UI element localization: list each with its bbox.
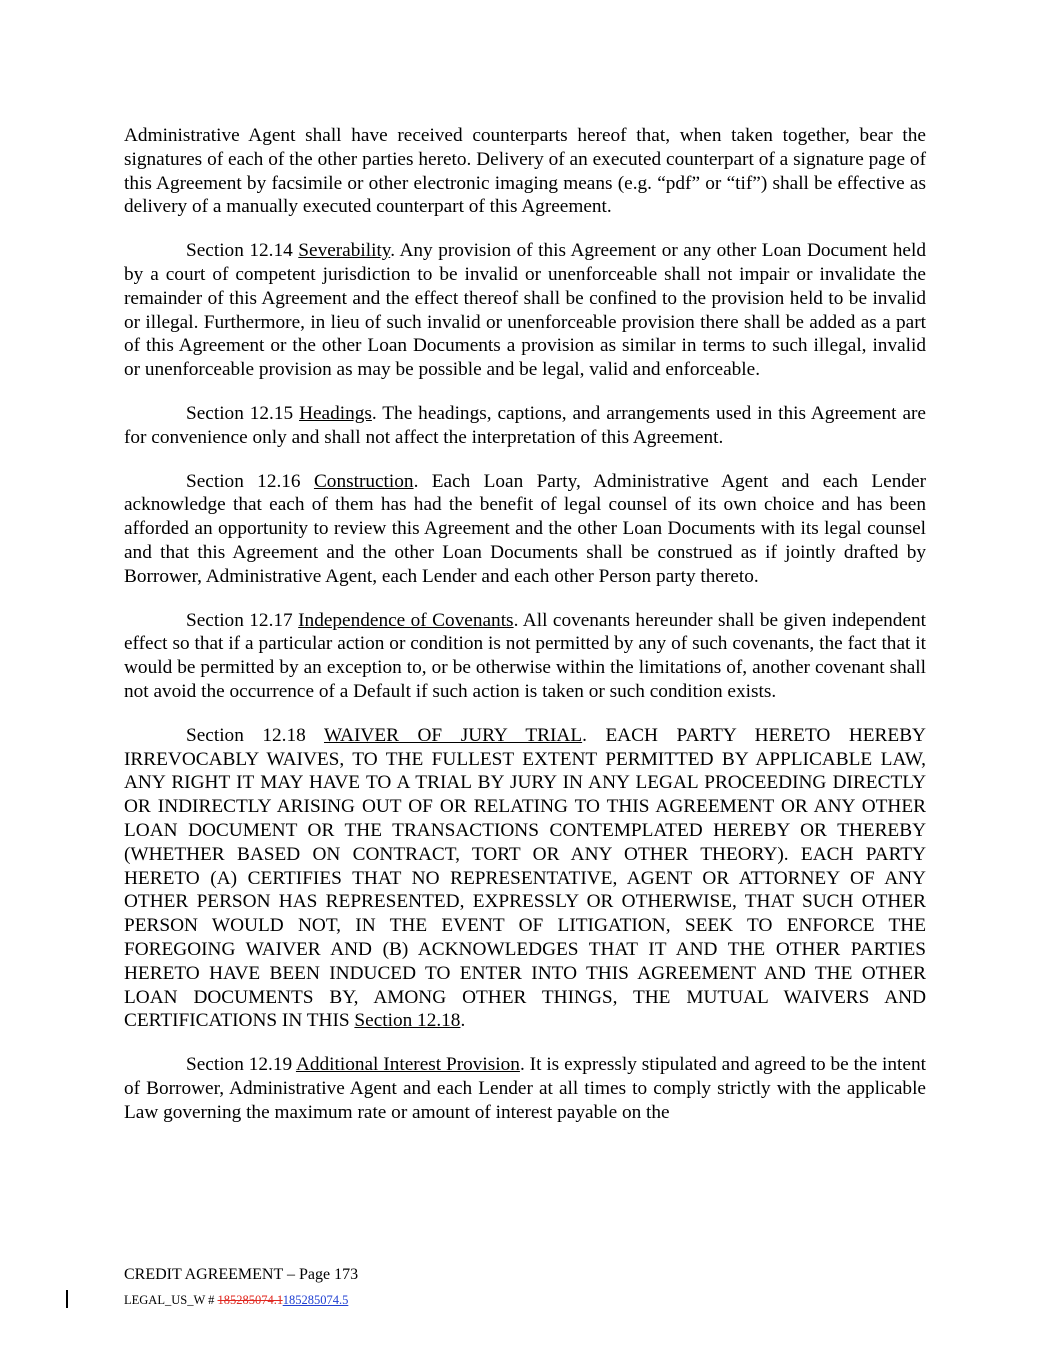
section-text: . The headings, captions, and arrangements used in this Agreement are for convenience only and shall not affect the interpretation of this Agreement. — [124, 402, 926, 448]
section-12-17 — [124, 609, 926, 704]
section-12-18 — [124, 724, 926, 1033]
doc-id-deleted: 185285074.1 — [217, 1293, 283, 1307]
section-title: Additional Interest Provision — [295, 1054, 520, 1076]
section-title: Headings — [299, 402, 372, 424]
section-number: Section 12.18 — [186, 724, 306, 746]
section-text: . Any provision of this Agreement or any other Loan Document held by a court of competent jurisdiction to be invalid or unenforceable shall not impair or invalidate the remainder of this Agreement and the effect thereof shall be confined to the provision held to be invalid or illegal. Furthermore, in lieu of such invalid or unenforceable provision there shall be added as a part of this Agreement or the other Loan Documents a provision as similar in terms to such illegal, invalid or unenforceable provision as may be possible and be legal, valid and enforceable. — [124, 240, 926, 381]
paragraph-counterparts: Administrative Agent shall have received counterparts hereof that, when taken together, bear the signatures of each of the other parties hereto. Delivery of an executed counterpart of a signature page of this Agreement by facsimile or other electronic imaging means (e.g. “pdf” or “tif”) shall be effective as delivery of a manually executed counterpart of this Agreement. — [124, 125, 926, 218]
doc-id-prefix: LEGAL_US_W # — [124, 1293, 218, 1307]
section-text: . All covenants hereunder shall be given independent effect so that if a particular action or condition is not permitted by any of such covenants, the fact that it would be permitted by an exception to, or be otherwise within the limitations of, another covenant shall not avoid the occurrence of a Default if such action is taken or such condition exists. — [124, 609, 927, 702]
document-body — [124, 124, 926, 1144]
section-text: . EACH PARTY HERETO HEREBY IRREVOCABLY WAIVES, TO THE FULLEST EXTENT PERMITTED BY APPLICABLE LAW, ANY RIGHT IT MAY HAVE TO A TRIAL BY JURY IN ANY LEGAL PROCEEDING DIRECTLY OR INDIRECTLY ARISING OUT OF OR RELATING TO THIS AGREEMENT OR ANY OTHER LOAN DOCUMENT OR THE TRANSACTIONS CONTEMPLATED HEREBY OR THEREBY (WHETHER BASED ON CONTRACT, TORT OR ANY OTHER THEORY). EACH PARTY HERETO (A) CERTIFIES THAT NO REPRESENTATIVE, AGENT OR ATTORNEY OF ANY OTHER PERSON HAS REPRESENTED, EXPRESSLY OR OTHERWISE, THAT SUCH OTHER PERSON WOULD NOT, IN THE EVENT OF LITIGATION, SEEK TO ENFORCE THE FOREGOING WAIVER AND (B) ACKNOWLEDGES THAT IT AND THE OTHER PARTIES HERETO HAVE BEEN INDUCED TO ENTER INTO THIS AGREEMENT AND THE OTHER LOAN DOCUMENTS BY, AMONG OTHER THINGS, THE MUTUAL WAIVERS AND CERTIFICATIONS IN THIS — [124, 724, 926, 1032]
section-title: Severability — [298, 240, 391, 262]
section-title: Construction — [313, 470, 414, 492]
section-cross-reference[interactable]: Section 12.18 — [354, 1010, 461, 1032]
section-text: . It is expressly stipulated and agreed to be the intent of Borrower, Administrative Agent and each Lender at all times to comply strictly with the applicable Law governing the maximum rate or amount of interest payable on the — [124, 1054, 926, 1123]
section-number: Section 12.14 — [186, 240, 293, 262]
footer-page-title: CREDIT AGREEMENT – Page 173 — [124, 1266, 359, 1283]
section-text: . Each Loan Party, Administrative Agent and each Lender acknowledge that each of them has had the benefit of legal counsel of its own choice and has been afforded an opportunity to review this Agreement and the other Loan Documents with its legal counsel and that this Agreement and the other Loan Documents shall be construed as if jointly drafted by Borrower, Administrative Agent, each Lender and each other Person party thereto. — [124, 470, 926, 587]
section-text-end: . — [460, 1010, 466, 1032]
doc-id-inserted: 185285074.5 — [282, 1293, 349, 1307]
section-12-14 — [124, 239, 926, 382]
section-12-16 — [124, 470, 926, 589]
footer-document-id — [124, 1293, 348, 1308]
section-title: Independence of Covenants — [298, 609, 514, 631]
section-number: Section 12.15 — [186, 402, 294, 424]
section-12-19 — [124, 1053, 926, 1124]
section-12-15 — [124, 402, 926, 450]
section-number: Section 12.16 — [186, 470, 301, 492]
section-number: Section 12.19 — [186, 1054, 293, 1076]
section-number: Section 12.17 — [186, 609, 293, 631]
section-title: WAIVER OF JURY TRIAL — [323, 724, 583, 746]
change-bar — [66, 1290, 68, 1308]
